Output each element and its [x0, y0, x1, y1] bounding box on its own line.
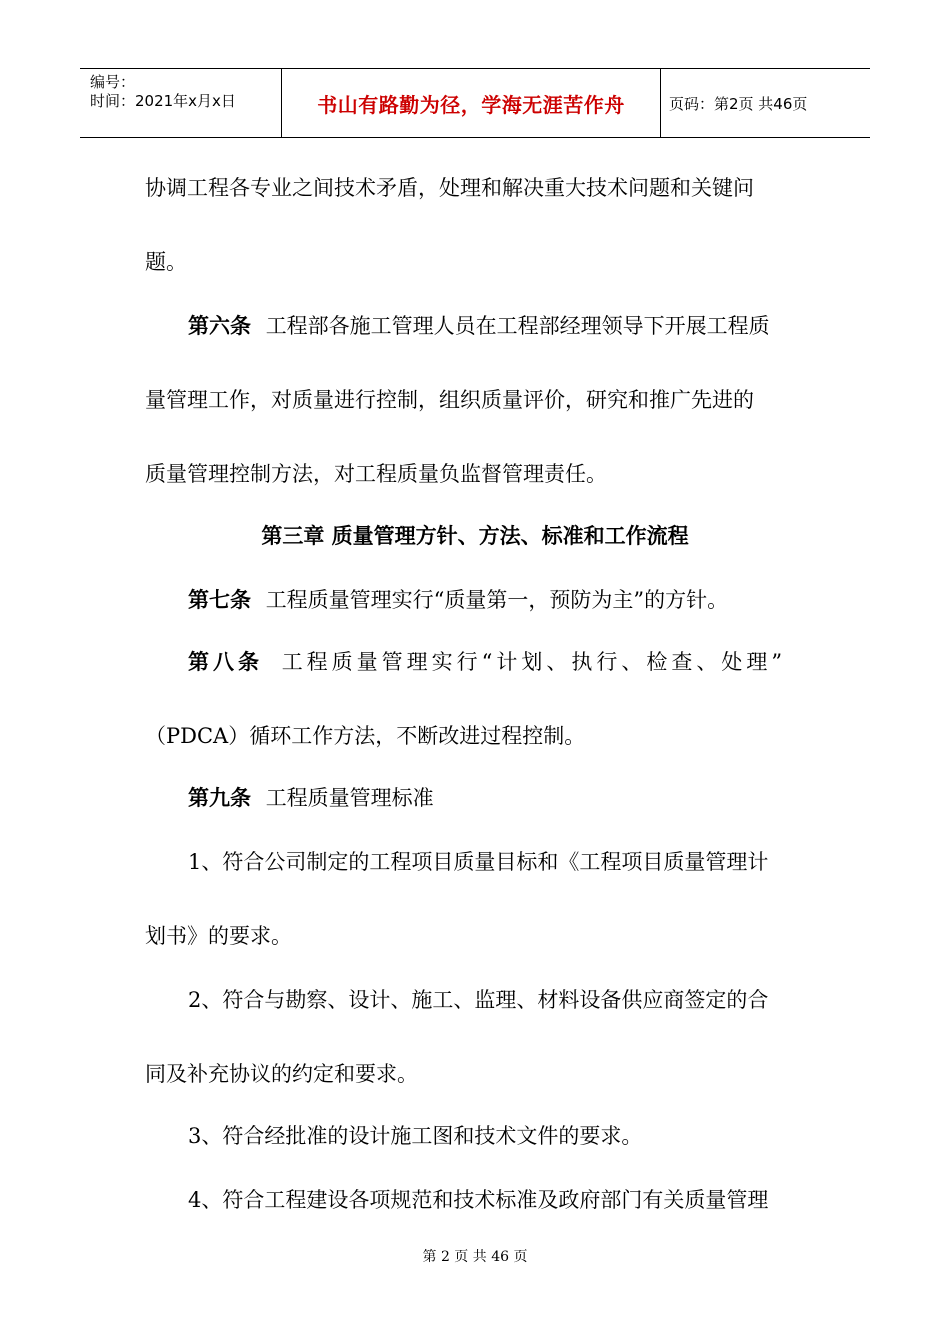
list-item-2: 2、符合与勘察、设计、施工、监理、材料设备供应商签定的合: [188, 988, 769, 1012]
header-motto: 书山有路勤为径，学海无涯苦作舟: [282, 69, 661, 137]
paragraph-line: （PDCA）循环工作方法，不断改进过程控制。: [145, 724, 586, 748]
paragraph-line: 质量管理控制方法，对工程质量负监督管理责任。: [145, 462, 607, 486]
document-number-label: 编号：: [90, 73, 136, 91]
chapter-heading: 第三章 质量管理方针、方法、标准和工作流程: [261, 524, 689, 548]
paragraph-line: 量管理工作，对质量进行控制，组织质量评价，研究和推广先进的: [145, 388, 754, 412]
page-footer: 第 2 页 共 46 页: [422, 1249, 528, 1265]
page-header: [80, 68, 870, 138]
list-item-3: 3、符合经批准的设计施工图和技术文件的要求。: [188, 1124, 643, 1148]
header-page-info: 页码：第2页 共46页: [669, 94, 808, 113]
list-item-1-continued: 划书》的要求。: [145, 924, 292, 948]
article-6-line: [188, 310, 770, 340]
header-meta: [80, 69, 282, 137]
article-8-text: 工程质量管理实行“计划、执行、检查、处理”: [281, 650, 787, 674]
list-item-1: 1、符合公司制定的工程项目质量目标和《工程项目质量管理计: [188, 850, 769, 874]
article-9-title: 第九条: [188, 786, 251, 810]
document-time-label: 时间：2021年x月x日: [90, 92, 236, 110]
article-7-title: 第七条: [188, 588, 251, 612]
article-9-line: [188, 782, 434, 812]
paragraph-line: 协调工程各专业之间技术矛盾，处理和解决重大技术问题和关键问: [145, 176, 754, 200]
article-6-title: 第六条: [188, 314, 251, 338]
article-7-text: 工程质量管理实行“质量第一，预防为主”的方针。: [265, 588, 729, 612]
list-item-4: 4、符合工程建设各项规范和技术标准及政府部门有关质量管理: [188, 1188, 769, 1212]
article-9-text: 工程质量管理标准: [265, 786, 434, 810]
article-8-line: [188, 646, 786, 676]
article-7-line: [188, 584, 728, 614]
article-6-text: 工程部各施工管理人员在工程部经理领导下开展工程质: [265, 314, 770, 338]
list-item-2-continued: 同及补充协议的约定和要求。: [145, 1062, 418, 1086]
article-8-title: 第八条: [188, 650, 263, 674]
paragraph-line: 题。: [145, 250, 187, 274]
